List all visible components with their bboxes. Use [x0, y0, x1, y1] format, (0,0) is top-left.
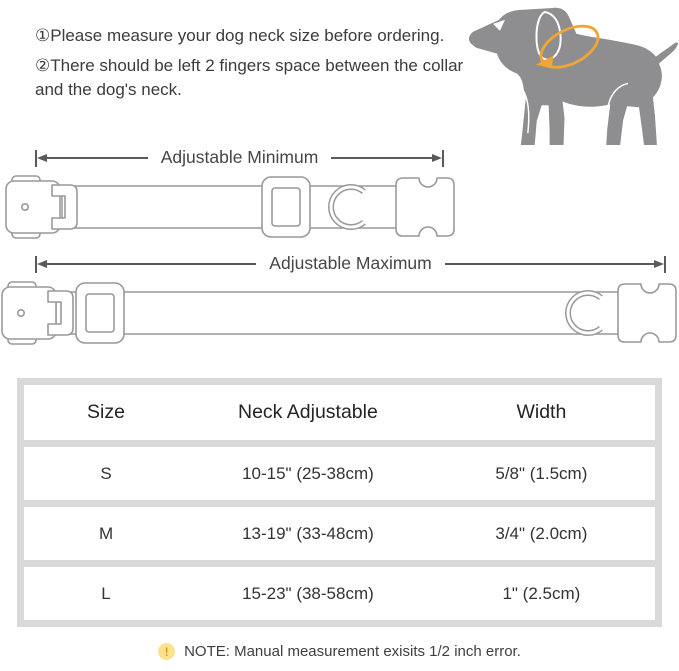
collar-strap [56, 292, 632, 334]
tri-glide-slider [262, 177, 310, 237]
adjustable-maximum-label: Adjustable Maximum [269, 252, 432, 273]
buckle-female [6, 176, 77, 238]
dimension-line [47, 263, 256, 265]
measurement-instructions [35, 24, 485, 108]
dimension-line [445, 263, 654, 265]
cell-neck: 13-19" (33-48cm) [242, 523, 374, 543]
arrow-left-icon [37, 260, 47, 268]
table-row-l [24, 567, 655, 620]
dimension-end-bar [442, 150, 444, 167]
cell-width: 1" (2.5cm) [502, 583, 581, 603]
tri-glide-slider [76, 283, 124, 343]
instruction-line-1: ①Please measure your dog neck size before ordering. [35, 26, 445, 45]
exclamation-circle-icon: ! [158, 643, 175, 660]
adjustable-minimum-dimension [35, 148, 444, 168]
header-neck-adjustable: Neck Adjustable [238, 401, 378, 423]
adjustable-minimum-label: Adjustable Minimum [160, 146, 319, 167]
table-row-s [24, 447, 655, 500]
dog-neck-measurement-illustration [459, 2, 678, 151]
arrow-right-icon [432, 154, 442, 162]
cell-width: 5/8" (1.5cm) [495, 463, 588, 483]
measurement-note [0, 643, 679, 660]
table-row-m [24, 507, 655, 560]
cell-width: 3/4" (2.0cm) [495, 523, 588, 543]
collar-strap [62, 186, 406, 228]
buckle-male [396, 178, 454, 236]
size-table-header-row [24, 385, 655, 440]
header-size: Size [87, 401, 125, 423]
instruction-line-2: ②There should be left 2 fingers space between the collar and the dog's neck. [35, 56, 464, 99]
cell-size: S [100, 463, 112, 483]
arrow-right-icon [654, 260, 664, 268]
collar-diagram-maximum [0, 276, 678, 350]
collar-diagram-minimum [4, 170, 456, 244]
buckle-male [618, 284, 676, 342]
note-text: NOTE: Manual measurement exisits 1/2 inch error. [184, 643, 521, 660]
cell-neck: 10-15" (25-38cm) [242, 463, 374, 483]
size-table [17, 378, 662, 627]
dimension-end-bar [664, 256, 666, 273]
arrow-left-icon [37, 154, 47, 162]
buckle-female [2, 282, 73, 344]
dimension-line [331, 157, 432, 159]
header-width: Width [516, 401, 567, 423]
adjustable-maximum-dimension [35, 254, 666, 274]
cell-neck: 15-23" (38-58cm) [242, 583, 374, 603]
dimension-line [47, 157, 148, 159]
cell-size: L [101, 583, 111, 603]
cell-size: M [98, 523, 114, 543]
